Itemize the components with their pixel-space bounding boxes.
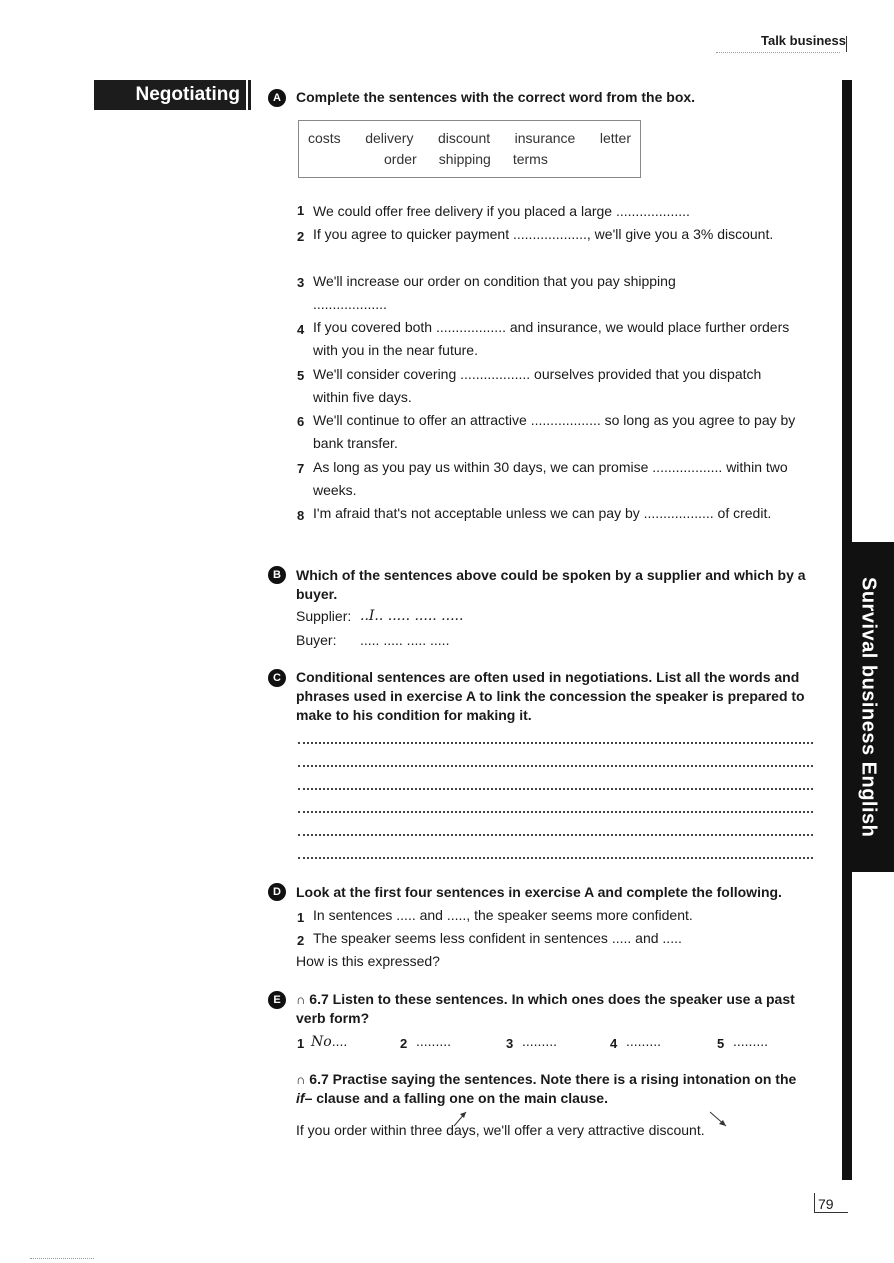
word-box-word: order [384,151,417,167]
page-number-rule [814,1212,848,1213]
exercise-a-item-6: We'll continue to offer an attractive .................. so long as you agree to pay by bank transfer. [313,412,796,451]
word-box-row-1 [308,130,631,146]
answer-blank-5[interactable]: ......... [733,1033,769,1049]
track-number: 6.7 [309,991,329,1007]
item-number: 2 [297,229,305,244]
exercise-e-heading [296,990,816,1028]
word-box-word: shipping [438,151,491,167]
word-box-row-2 [384,151,548,167]
word-box-word: terms [512,151,548,167]
example-sentence: If you order within three days, we'll offer a very attractive discount. [296,1122,705,1138]
bottom-rule [30,1258,94,1259]
exercise-a-item-3: We'll increase our order on condition that you pay shipping ................... [313,273,676,312]
exercise-a-item-8: I'm afraid that's not acceptable unless we can pay by .................. of credit. [313,505,772,521]
answer-blank-2[interactable]: ......... [416,1033,452,1049]
exercise-d-question: How is this expressed? [296,953,440,969]
item-number: 5 [297,368,305,383]
exercise-a-item-5: We'll consider covering .................. ourselves provided that you dispatch within five days. [313,366,762,405]
practise-heading-text-2: – clause and a falling one on the main clause. [304,1090,608,1106]
answer-line[interactable] [298,811,813,813]
header-rule [716,52,840,53]
word-box-word: insurance [514,130,576,146]
exercise-a-badge: A [268,89,286,107]
exercise-a-item-1: We could offer free delivery if you placed a large ................... [313,203,690,219]
buyer-answer[interactable]: ..... ..... ..... ..... [360,632,450,648]
answer-number: 1 [297,1036,305,1051]
section-tab-marker [248,80,251,110]
section-title: Negotiating [94,80,246,110]
exercise-a-item-2: If you agree to quicker payment ..................., we'll give you a 3% discount. [313,226,774,242]
if-clause-word: if [296,1090,305,1106]
word-box-word: delivery [365,130,414,146]
item-number: 1 [297,910,305,925]
exercise-b-heading: Which of the sentences above could be spoken by a supplier and which by a buyer. [296,567,806,602]
page-number-bar [814,1193,815,1213]
answer-line[interactable] [298,742,813,744]
side-tab-label: Survival business English [857,576,880,838]
rising-arrow-head [460,1112,466,1118]
exercise-c-badge: C [268,669,286,687]
supplier-answer[interactable]: ..I.. ..... ..... ..... [360,608,464,624]
buyer-label: Buyer: [296,632,337,648]
item-number: 2 [297,933,305,948]
exercise-b-badge: B [268,566,286,584]
page-number: 79 [818,1196,834,1212]
answer-line[interactable] [298,788,813,790]
item-number: 4 [297,322,305,337]
answer-number: 3 [506,1036,514,1051]
headphones-icon[interactable]: ∩ [296,992,306,1007]
exercise-d-heading: Look at the first four sentences in exercise A and complete the following. [296,884,782,900]
answer-number: 4 [610,1036,618,1051]
item-number: 7 [297,461,305,476]
exercise-a-heading: Complete the sentences with the correct word from the box. [296,89,696,105]
word-box-word: discount [437,130,491,146]
item-number: 8 [297,508,305,523]
word-box [298,120,641,178]
answer-line[interactable] [298,834,813,836]
word-box-word: letter [599,130,631,146]
answer-blank-1[interactable]: No.... [311,1033,348,1050]
exercise-e-badge: E [268,991,286,1009]
exercise-d-item-2: The speaker seems less confident in sentences ..... and ..... [313,930,682,946]
track-number: 6.7 [309,1071,329,1087]
exercise-e-practise-heading [296,1070,816,1108]
word-box-word: costs [308,130,341,146]
item-number: 1 [297,203,305,218]
answer-number: 5 [717,1036,725,1051]
practise-heading-text: Practise saying the sentences. Note there is a rising intonation on the [332,1071,797,1087]
exercise-a-item-7: As long as you pay us within 30 days, we can promise .................. within two weeks. [313,459,788,498]
headphones-icon[interactable]: ∩ [296,1072,306,1087]
item-number: 3 [297,275,305,290]
exercise-c-heading: Conditional sentences are often used in negotiations. List all the words and phrases used in exercise A to link the concession the speaker is prepared to make to his condition for making it. [296,669,805,723]
exercise-d-badge: D [268,883,286,901]
exercise-e-heading-text: Listen to these sentences. In which ones does the speaker use a past verb form? [296,991,795,1026]
answer-number: 2 [400,1036,408,1051]
item-number: 6 [297,414,305,429]
supplier-label: Supplier: [296,608,352,624]
running-header: Talk business [760,33,846,48]
answer-blank-3[interactable]: ......... [522,1033,558,1049]
exercise-a-item-4: If you covered both .................. and insurance, we would place further orders with you in the near future. [313,319,790,358]
answer-line[interactable] [298,857,813,859]
answer-blank-4[interactable]: ......... [626,1033,662,1049]
exercise-d-item-1: In sentences ..... and ....., the speaker seems more confident. [313,907,693,923]
answer-line[interactable] [298,765,813,767]
header-tick [846,36,847,52]
